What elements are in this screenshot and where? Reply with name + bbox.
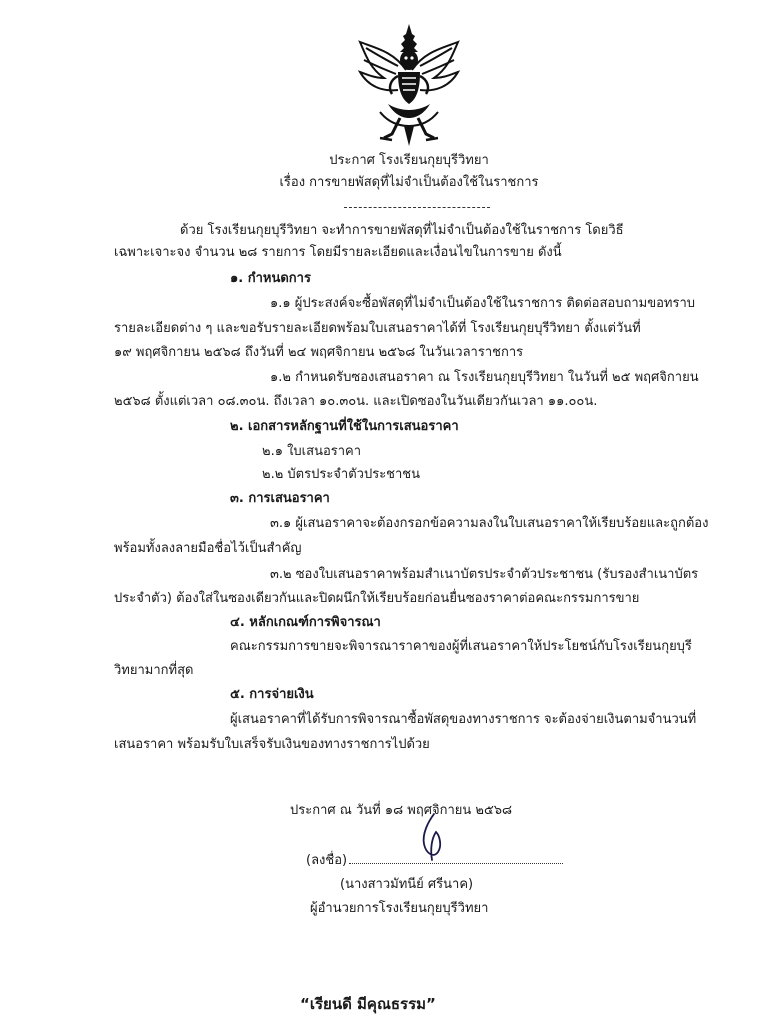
section-1-line-5: ๒๕๖๘ ตั้งแต่เวลา ๐๘.๓๐น. ถึงเวลา ๑๐.๓๐น. และเปิดซองในวันเดียวกันเวลา ๑๑.๐๐น.: [114, 394, 598, 409]
section-5-line-2: เสนอราคา พร้อมรับใบเสร็จรับเงินของทางราชการไปด้วย: [114, 737, 430, 752]
section-3-heading: ๓. การเสนอราคา: [230, 491, 330, 506]
title-divider: [344, 207, 490, 208]
intro-line-1: ด้วย โรงเรียนกุยบุรีวิทยา จะทำการขายพัสดุที่ไม่จำเป็นต้องใช้ในราชการ โดยวิธี: [180, 223, 624, 238]
section-5-heading: ๕. การจ่ายเงิน: [230, 687, 314, 702]
section-4-line-1: คณะกรรมการขายจะพิจารณาราคาของผู้ที่เสนอราคาให้ประโยชน์กับโรงเรียนกุยบุรี: [230, 639, 692, 654]
section-5-line-1: ผู้เสนอราคาที่ได้รับการพิจารณาซื้อพัสดุของทางราชการ จะต้องจ่ายเงินตามจำนวนที่: [230, 712, 697, 727]
section-2-line-1: ๒.๑ ใบเสนอราคา: [262, 444, 362, 459]
signature-prefix: (ลงชื่อ): [306, 853, 348, 868]
garuda-emblem-icon: [354, 22, 464, 148]
section-1-line-2: รายละเอียดต่าง ๆ และขอรับรายละเอียดพร้อมใบเสนอราคาได้ที่ โรงเรียนกุยบุรีวิทยา ตั้งแต่วันที่: [114, 321, 641, 336]
section-1-line-3: ๑๙ พฤศจิกายน ๒๕๖๘ ถึงวันที่ ๒๔ พฤศจิกายน ๒๕๖๘ ในวันเวลาราชการ: [114, 345, 524, 360]
section-1-heading: ๑. กำหนดการ: [230, 271, 311, 286]
signature-line: [306, 851, 563, 870]
section-4-heading: ๔. หลักเกณฑ์การพิจารณา: [230, 615, 381, 630]
announcement-subject: เรื่อง การขายพัสดุที่ไม่จำเป็นต้องใช้ในราชการ: [279, 175, 539, 190]
section-4-line-2: วิทยามากที่สุด: [114, 663, 194, 678]
announcement-date: ประกาศ ณ วันที่ ๑๘ พฤศจิกายน ๒๕๖๘: [290, 803, 513, 818]
school-motto: “เรียนดี มีคุณธรรม”: [300, 995, 436, 1013]
signer-name: (นางสาวมัทนีย์ ศรีนาค): [340, 877, 474, 892]
section-2-line-2: ๒.๒ บัตรประจำตัวประชาชน: [262, 467, 421, 482]
section-1-line-4: ๑.๒ กำหนดรับซองเสนอราคา ณ โรงเรียนกุยบุรีวิทยา ในวันที่ ๒๕ พฤศจิกายน: [270, 370, 699, 385]
section-3-line-3: ๓.๒ ซองใบเสนอราคาพร้อมสำเนาบัตรประจำตัวประชาชน (รับรองสำเนาบัตร: [270, 567, 699, 582]
intro-line-2: เฉพาะเจาะจง จำนวน ๒๘ รายการ โดยมีรายละเอียดและเงื่อนไขในการขาย ดังนี้: [114, 245, 562, 260]
section-3-line-1: ๓.๑ ผู้เสนอราคาจะต้องกรอกข้อความลงในใบเสนอราคาให้เรียบร้อยและถูกต้อง: [270, 516, 709, 531]
signature-dotted-line: [349, 851, 563, 864]
section-3-line-2: พร้อมทั้งลงลายมือชื่อไว้เป็นสำคัญ: [114, 541, 302, 556]
announcement-title: ประกาศ โรงเรียนกุยบุรีวิทยา: [329, 153, 489, 168]
section-2-heading: ๒. เอกสารหลักฐานที่ใช้ในการเสนอราคา: [230, 419, 459, 434]
signer-position: ผู้อำนวยการโรงเรียนกุยบุรีวิทยา: [310, 901, 489, 916]
section-3-line-4: ประจำตัว) ต้องใส่ในซองเดียวกันและปิดผนึกให้เรียบร้อยก่อนยื่นซองราคาต่อคณะกรรมการขาย: [114, 591, 640, 606]
section-1-line-1: ๑.๑ ผู้ประสงค์จะซื้อพัสดุที่ไม่จำเป็นต้องใช้ในราชการ ติดต่อสอบถามขอทราบ: [270, 296, 695, 311]
